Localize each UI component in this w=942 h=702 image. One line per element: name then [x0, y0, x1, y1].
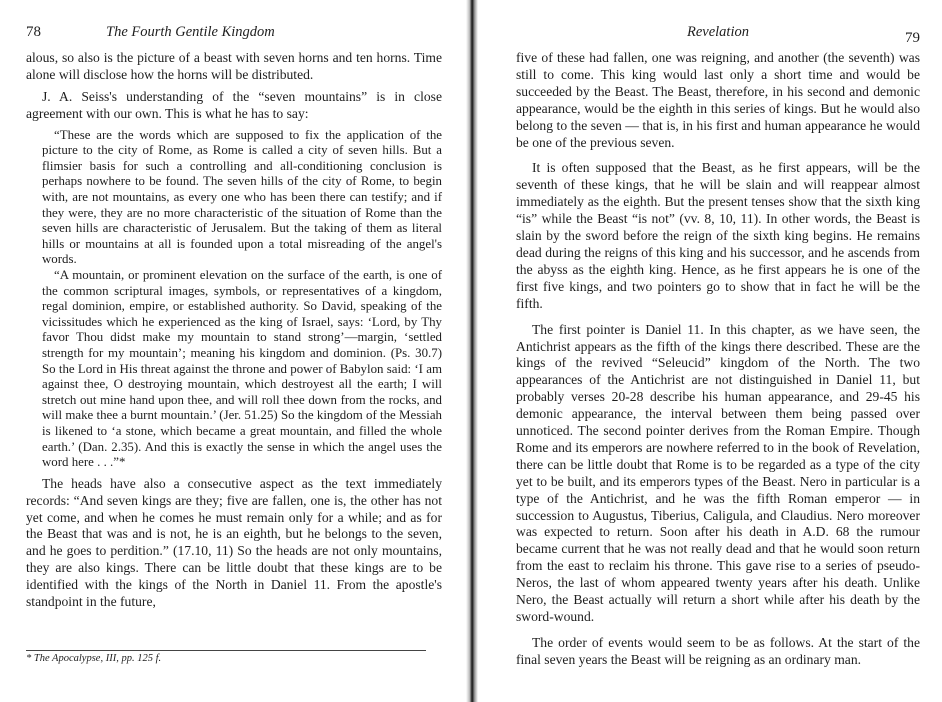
- right-page: [478, 0, 942, 702]
- left-paragraph-3: The heads have also a consecutive aspect as the text immediately records: “And seven kings are they; five are fallen, one is, the other has not yet come, and when he comes he must remain only for a while; and as for the Beast that was and is not, he is an eighth, but he belongs to the seven, and he goes to perdition.” (17.10, 11) So the heads are not only mountains, they are also kings. There can be little doubt that these kings are to be identified with the kings of the North in Daniel 11. From the apostle's standpoint in the future,: [26, 475, 442, 610]
- left-running-head: [26, 24, 442, 50]
- left-page: [0, 0, 466, 702]
- right-paragraph-1: five of these had fallen, one was reigning, and another (the seventh) was still to come. This king would last only a short time and would be succeeded by the Beast. The Beast, therefore, in his second and demonic appearance, would be the eighth in this series of kings. But he would also belong to the seven — that is, in his first and human appearance he would be one of the previous seven.: [516, 50, 920, 150]
- right-paragraph-2: It is often supposed that the Beast, as he first appears, will be the seventh of these kings, that he will be slain and will reappear almost immediately as the eighth. But the present tenses show that the sixth king “is” while the Beast “is not” (vv. 8, 10, 11). In other words, the Beast is slain by the sword before the reign of the sixth king begins. He remains dead during the reigns of this king and his successor, and he ascends from the abyss as the eighth king. Hence, as he first appears he is one of the first five kings, and two pointers go to show that in fact he will be the fifth.: [516, 160, 920, 311]
- right-running-head: [516, 24, 920, 50]
- right-paragraph-3: The first pointer is Daniel 11. In this chapter, as we have seen, the Antichrist appears as the fifth of the kings there described. These are the kings of the revived “Seleucid” kingdom of the North. The two appearances of the Antichrist are not distinguished in Daniel 11, but probably verses 20-28 describe his human appearance, and 29-45 his demonic appearance, the interval between them being passed over unnoticed. The second pointer derives from the Roman Empire. Though Rome and its emperors are nowhere referred to in the book of Revelation, there can be little doubt that Rome is to be regarded as a type of the city yet to be built, and its emperors types of the Beast. Nero in particular is a type of the Antichrist, and he was the fifth Roman emperor — in succession to Augustus, Tiberius, Caligula, and Claudius. Nero moreover was expected to return. Soon after his death in A.D. 68 the rumour became current that he was not really dead and that he would soon return from the east to reclaim his throne. This gave rise to a series of pseudo-Neros, the last of whom appeared twenty years after his death. Unlike Nero, the Beast actually will return a short while after his death by the sword-wound.: [516, 321, 920, 624]
- book-gutter: [466, 0, 478, 702]
- right-paragraph-4: The order of events would seem to be as follows. At the start of the final seven years the Beast will be reigning as an ordinary man.: [516, 634, 920, 667]
- left-paragraph-2: J. A. Seiss's understanding of the “seven mountains” is in close agreement with our own. This is what he has to say:: [26, 88, 442, 121]
- left-page-number: 78: [26, 24, 41, 40]
- left-running-title: The Fourth Gentile Kingdom: [106, 24, 275, 40]
- right-running-title: Revelation: [686, 24, 749, 40]
- left-quote-2: “A mountain, or prominent elevation on the surface of the earth, is one of the common scriptural images, symbols, or representatives of a kingdom, regal dominion, empire, or established authority. So David, speaking of the vicissitudes which he experienced as the king of Israel, says: ‘Lord, by Thy favor Thou didst make my mountain to stand strong’—margin, ‘settled strength for my mountain’; meaning his kingdom and dominion. (Ps. 30.7) So the Lord in His threat against the throne and power of Babylon said: ‘I am against thee, O destroying mountain, which destroyest all the earth; I will stretch out mine hand upon thee, and will roll thee down from the rocks, and will make thee a burnt mountain.’ (Jer. 51.25) So the kingdom of the Messiah is likened to ‘a stone, which became a great mountain, and filled the whole earth.’ (Dan. 2.35). And this is exactly the sense in which the angel uses the word here . . .”*: [42, 267, 442, 470]
- left-quote-1: “These are the words which are supposed to fix the application of the picture to the city of Rome, as Rome is called a city of seven hills. But a flimsier basis for such a controlling and all-conditioning conclusion is perhaps nowhere to be found. The seven hills of the city of Rome, to begin with, are not mountains, as every one who has been there can testify; and if they were, they are no more characteristic of the situation of Rome than the seven hills are characteristic of Jerusalem. But the taking of them as literal hills or mountains at all is founded upon a total misreading of the angel's words.: [42, 127, 442, 267]
- right-page-number: 79: [905, 30, 920, 46]
- footnote: * The Apocalypse, III, pp. 125 f.: [26, 650, 426, 664]
- left-paragraph-1: alous, so also is the picture of a beast with seven horns and ten horns. Time alone will disclose how the horns will be distributed.: [26, 50, 442, 82]
